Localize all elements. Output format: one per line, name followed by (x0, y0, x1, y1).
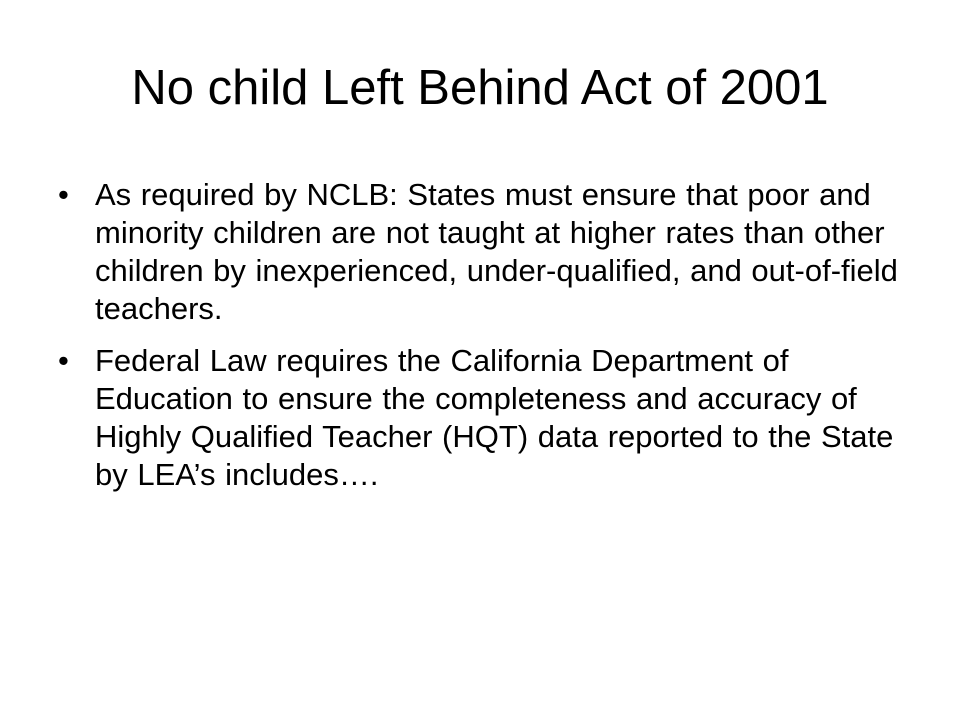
bullet-item (58, 176, 898, 328)
bullet-list (58, 176, 898, 508)
bullet-text: As required by NCLB: States must ensure that poor and minority children are not taught at higher rates than other children by inexperienced, under-qualified, and out-of-field teachers. (95, 177, 898, 326)
bullet-text: Federal Law requires the California Department of Education to ensure the completeness and accuracy of Highly Qualified Teacher (HQT) data reported to the State by LEA’s includes…. (95, 343, 894, 492)
bullet-dot-icon: • (58, 177, 69, 212)
slide-title: No child Left Behind Act of 2001 (131, 61, 829, 115)
bullet-item (58, 342, 898, 494)
bullet-dot-icon: • (58, 343, 69, 378)
